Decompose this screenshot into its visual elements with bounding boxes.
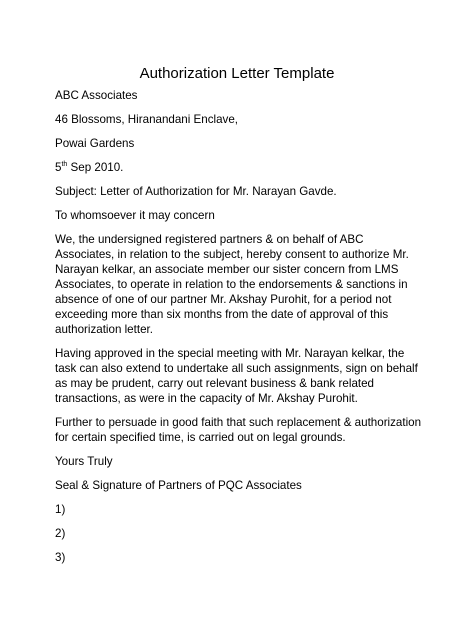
closing: Yours Truly [55, 455, 113, 468]
letter-date [55, 160, 423, 175]
body-paragraph-3: Further to persuade in good faith that such replacement & authorization for certain specified time, is carried out on legal grounds. [55, 416, 422, 444]
date-suffix: th [61, 161, 68, 168]
address-line-1: 46 Blossoms, Hiranandani Enclave, [55, 113, 239, 126]
sender-name: ABC Associates [55, 89, 138, 102]
subject-line: Subject: Letter of Authorization for Mr. Narayan Gavde. [55, 185, 337, 198]
address-line-2: Powai Gardens [55, 137, 135, 150]
date-rest: Sep 2010. [67, 161, 124, 174]
body-paragraph-1: We, the undersigned registered partners & on behalf of ABC Associates, in relation to the subject, hereby consent to authorize Mr. Narayan kelkar, an associate member our sister concern from LMS Associates, to operate in relation to the endorsements & sanctions in absence of one of our partner Mr. Akshay Purohit, for a period not exceeding more than six months from the date of approval of this authorization letter. [55, 233, 409, 336]
document-title: Authorization Letter Template [139, 65, 335, 82]
signatory-2: 2) [55, 527, 66, 540]
date-day: 5 [55, 161, 62, 174]
signatory-3: 3) [55, 551, 66, 564]
body-paragraph-2: Having approved in the special meeting with Mr. Narayan kelkar, the task can also extend to undertake all such assignments, sign on behalf as may be prudent, carry out relevant business & bank related transactions, as were in the capacity of Mr. Akshay Purohit. [55, 347, 418, 405]
letter-body [55, 88, 423, 574]
salutation: To whomsoever it may concern [55, 209, 215, 222]
signatory-1: 1) [55, 503, 66, 516]
signature-line: Seal & Signature of Partners of PQC Associates [55, 479, 302, 492]
